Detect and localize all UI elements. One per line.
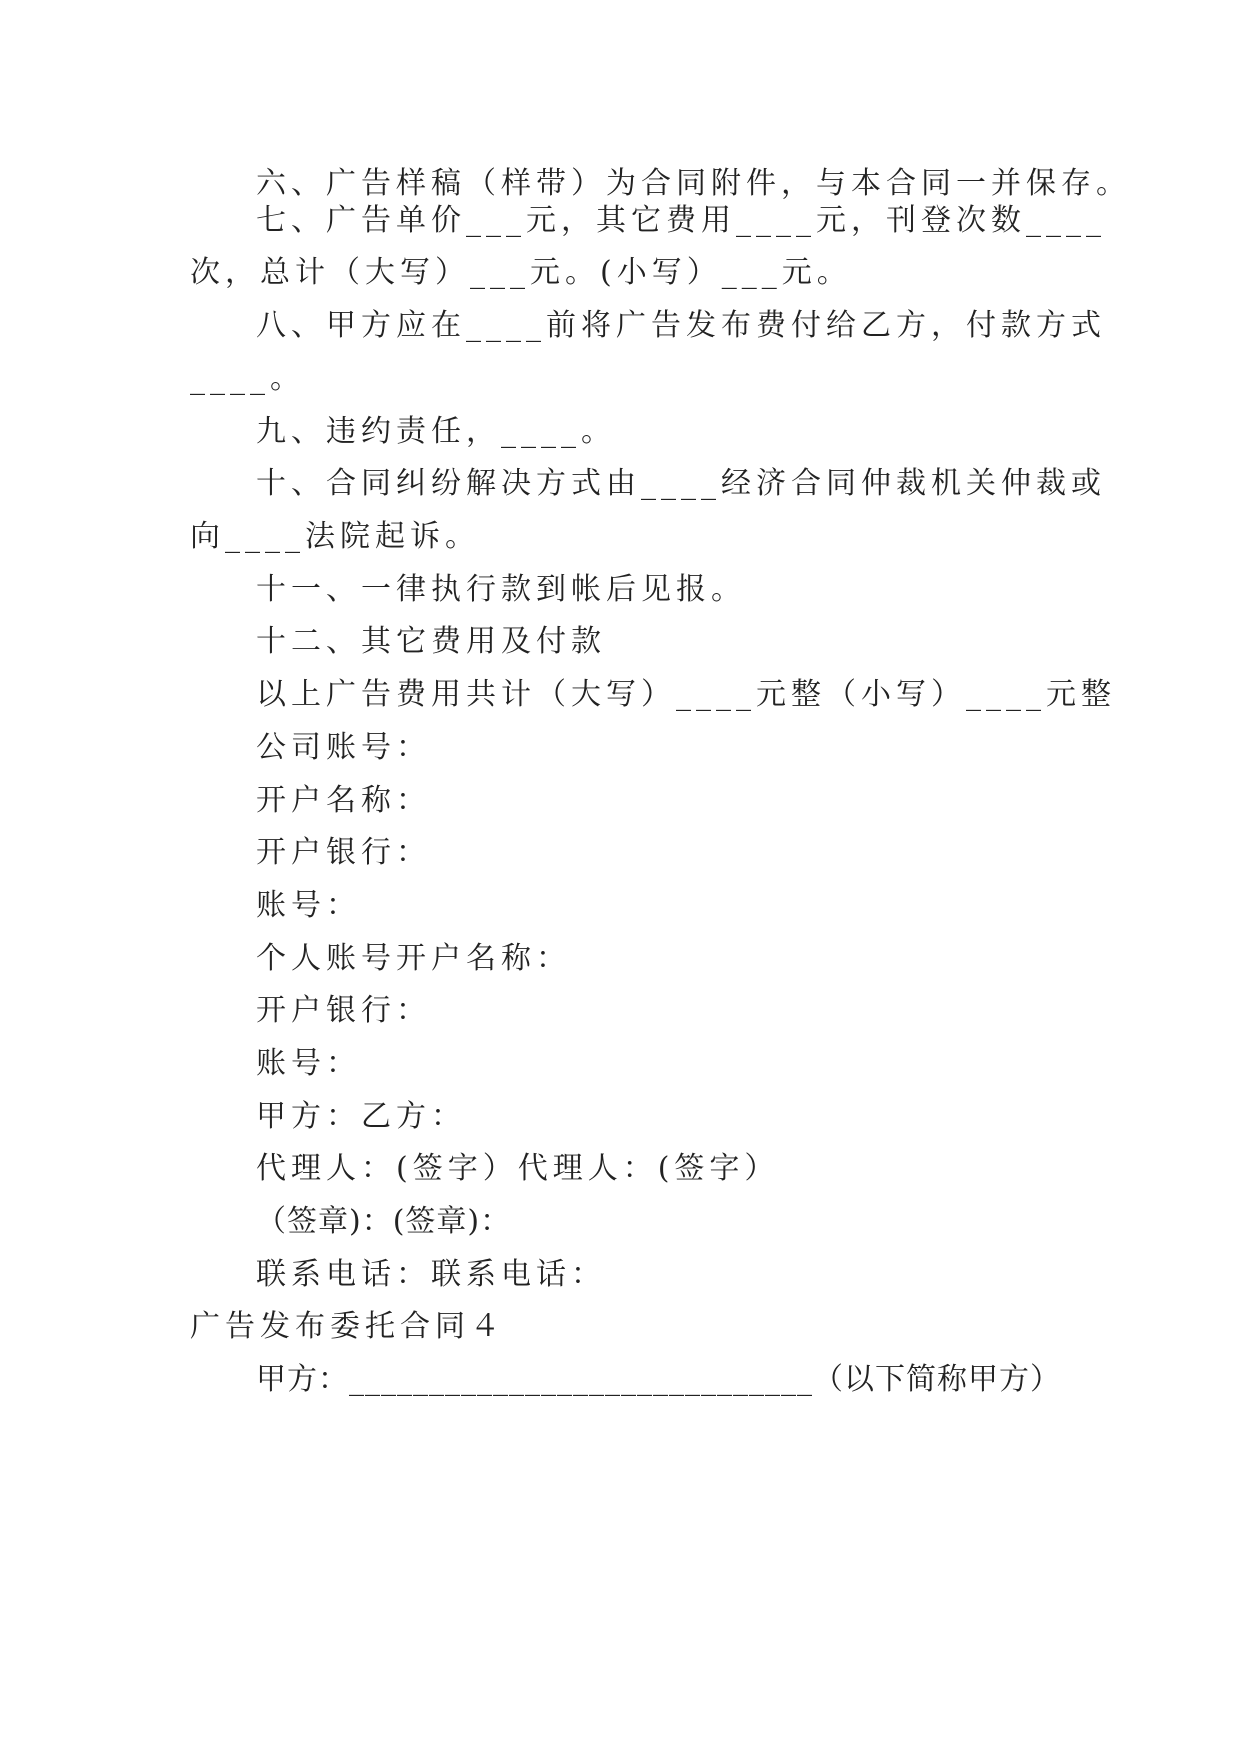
clause-10-line-2: 向____法院起诉。 bbox=[190, 519, 480, 554]
contact-phones: 联系电话：联系电话： bbox=[256, 1257, 606, 1292]
clause-7-line-1: 七、广告单价___元，其它费用____元，刊登次数____ bbox=[256, 203, 1106, 238]
clause-7-line-2: 次，总计（大写）___元。(小写）___元。 bbox=[190, 255, 852, 290]
clause-10-line-1: 十、合同纠纷解决方式由____经济合同仲裁机关仲裁或 bbox=[256, 466, 1106, 501]
clause-8-line-2: ____。 bbox=[190, 361, 305, 396]
agent-signatures: 代理人：(签字）代理人：(签字） bbox=[256, 1151, 780, 1186]
fee-total: 以上广告费用共计（大写）____元整（小写）____元整 bbox=[256, 677, 1116, 712]
party-labels: 甲方：乙方： bbox=[256, 1099, 466, 1134]
clause-12: 十二、其它费用及付款 bbox=[256, 624, 606, 659]
clause-6: 六、广告样稿（样带）为合同附件，与本合同一并保存。 bbox=[256, 166, 1131, 201]
seals: （签章)：(签章)： bbox=[256, 1204, 512, 1239]
personal-account-number: 账号： bbox=[256, 1046, 361, 1081]
account-name: 开户名称： bbox=[256, 783, 431, 818]
company-account: 公司账号： bbox=[256, 730, 431, 765]
clause-8-line-1: 八、甲方应在____前将广告发布费付给乙方，付款方式 bbox=[256, 308, 1106, 343]
account-number: 账号： bbox=[256, 888, 361, 923]
personal-account-name: 个人账号开户名称： bbox=[256, 941, 571, 976]
personal-opening-bank: 开户银行： bbox=[256, 993, 431, 1028]
clause-11: 十一、一律执行款到帐后见报。 bbox=[256, 572, 746, 607]
opening-bank: 开户银行： bbox=[256, 835, 431, 870]
party-a-line: 甲方：_____________________________（以下简称甲方） bbox=[256, 1362, 1061, 1397]
contract-title: 广告发布委托合同４ bbox=[190, 1309, 505, 1344]
clause-9: 九、违约责任，____。 bbox=[256, 414, 616, 449]
